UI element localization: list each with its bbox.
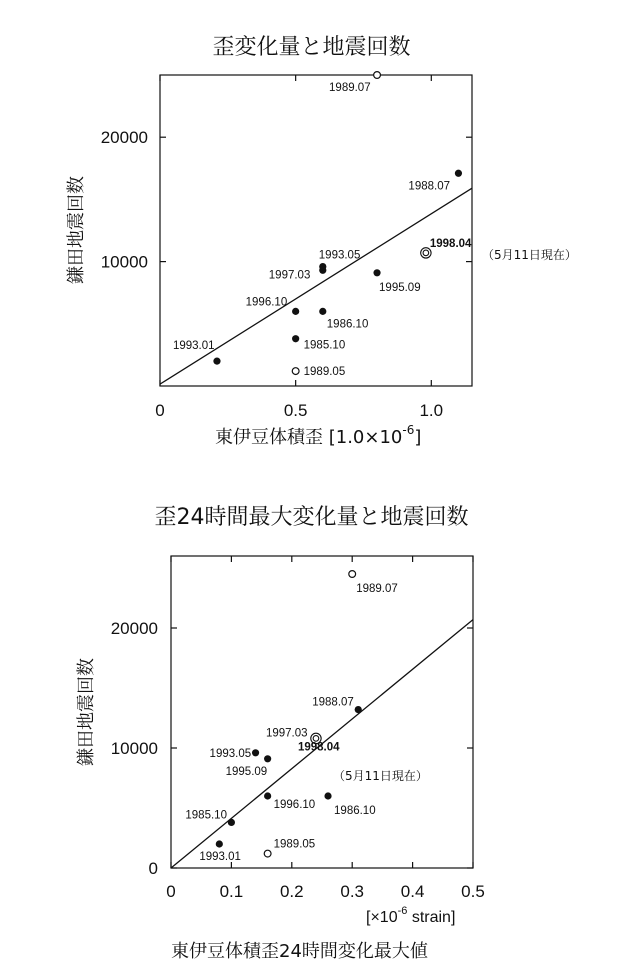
chart1-point-1985-10 [292, 335, 299, 342]
chart1-point-1993-05 [319, 263, 326, 270]
chart1-point-1993-01-label: 1993.01 [172, 340, 215, 353]
chart2-point-1986-10-label: 1986.10 [334, 805, 376, 817]
chart2-point-1993-01 [216, 840, 223, 847]
chart2-point-1989-05-label: 1989.05 [273, 838, 316, 851]
chart1 [66, 72, 577, 448]
chart2-xtick-label: 0.1 [219, 882, 244, 901]
chart2-xtick-label: 0.5 [461, 882, 485, 901]
chart2-point-1993-05 [252, 749, 259, 756]
chart2-point-1998-04-label: 1998.04 [297, 741, 340, 754]
chart1-point-1988-07-label: 1988.07 [408, 180, 451, 193]
chart1-ytick-label: 20000 [100, 128, 148, 148]
chart2-point-1996-10 [264, 792, 271, 799]
chart1-xtick-label: 0 [155, 401, 165, 420]
chart1-point-1995-09-label: 1995.09 [379, 281, 421, 294]
chart2-xtick-label: 0.2 [279, 882, 304, 901]
chart1-xlabel: 東伊豆体積歪 $[1.0\times 10^{-6}]$ [215, 423, 422, 448]
chart1-point-1996-10-label: 1996.10 [245, 296, 288, 309]
chart1-point-1986-10-label: 1986.10 [326, 318, 369, 331]
chart1-point-1996-10 [292, 308, 299, 315]
chart2-ytick-label: 20000 [110, 619, 158, 638]
chart2-point-1996-10-label: 1996.10 [273, 799, 316, 811]
chart2-point-1997-03-inner [313, 736, 319, 742]
chart2-xlabel: 東伊豆体積歪24時間変化最大値 [171, 941, 428, 962]
chart1-point-1993-05-label: 1993.05 [318, 249, 361, 262]
chart1-ytick-label: 10000 [100, 252, 148, 272]
chart2-ytick-label: 0 [148, 859, 158, 878]
chart1-point-1989-05-label: 1989.05 [303, 366, 346, 379]
chart2-unit: [$\times 10^{-6}$ strain] [366, 905, 456, 926]
chart1-xtick-label: 0.5 [283, 401, 308, 420]
chart1-point-1988-07 [455, 170, 462, 177]
chart1-ylabel: 鎌田地震回数 [66, 176, 87, 284]
chart2-xtick-label: 0.3 [340, 882, 365, 901]
chart1-regression-line [160, 188, 472, 384]
chart2-point-1989-07 [349, 571, 356, 578]
chart2-point-1993-05-label: 1993.05 [209, 747, 252, 760]
chart1-point-1997-03-label: 1997.03 [268, 269, 311, 282]
chart1-point-1989-05 [292, 368, 299, 375]
chart1-point-1993-01 [213, 358, 220, 365]
chart2-ytick-label: 10000 [110, 739, 158, 758]
chart2-point-1986-10 [324, 792, 331, 799]
chart1-note: （5月11日現在） [482, 248, 577, 262]
chart2-point-1985-10 [228, 819, 235, 826]
chart2-point-1989-05 [264, 850, 271, 857]
chart2 [76, 556, 485, 962]
chart2-point-1985-10-label: 1985.10 [185, 809, 227, 822]
chart1-point-1986-10 [319, 308, 326, 315]
chart1-point-1995-09 [373, 269, 380, 276]
chart1-point-1985-10-label: 1985.10 [303, 339, 346, 352]
chart2-note: （5月11日現在） [333, 769, 428, 783]
chart1-xtick-label: 1.0 [419, 401, 444, 420]
chart2-xtick-label: 0 [166, 882, 176, 901]
chart1-point-1989-07 [374, 72, 381, 79]
chart2-point-1989-07-label: 1989.07 [356, 583, 398, 595]
chart2-point-1993-01-label: 1993.01 [199, 851, 241, 863]
chart2-point-1997-03-label: 1997.03 [265, 727, 308, 740]
chart2-point-1995-09-label: 1995.09 [225, 765, 268, 778]
chart1-title: 歪変化量と地震回数 [212, 35, 411, 60]
chart2-point-1988-07-label: 1988.07 [312, 696, 354, 709]
chart1-point-1998-04-inner [423, 250, 429, 256]
chart1-point-1998-04-label: 1998.04 [429, 237, 472, 250]
chart1-point-1989-07-label: 1989.07 [329, 82, 371, 94]
chart2-xtick-label: 0.4 [400, 882, 425, 901]
chart2-point-1988-07 [355, 706, 362, 713]
chart2-ylabel: 鎌田地震回数 [76, 658, 97, 766]
chart2-point-1995-09 [264, 755, 271, 762]
chart2-title: 歪24時間最大変化量と地震回数 [154, 505, 469, 530]
